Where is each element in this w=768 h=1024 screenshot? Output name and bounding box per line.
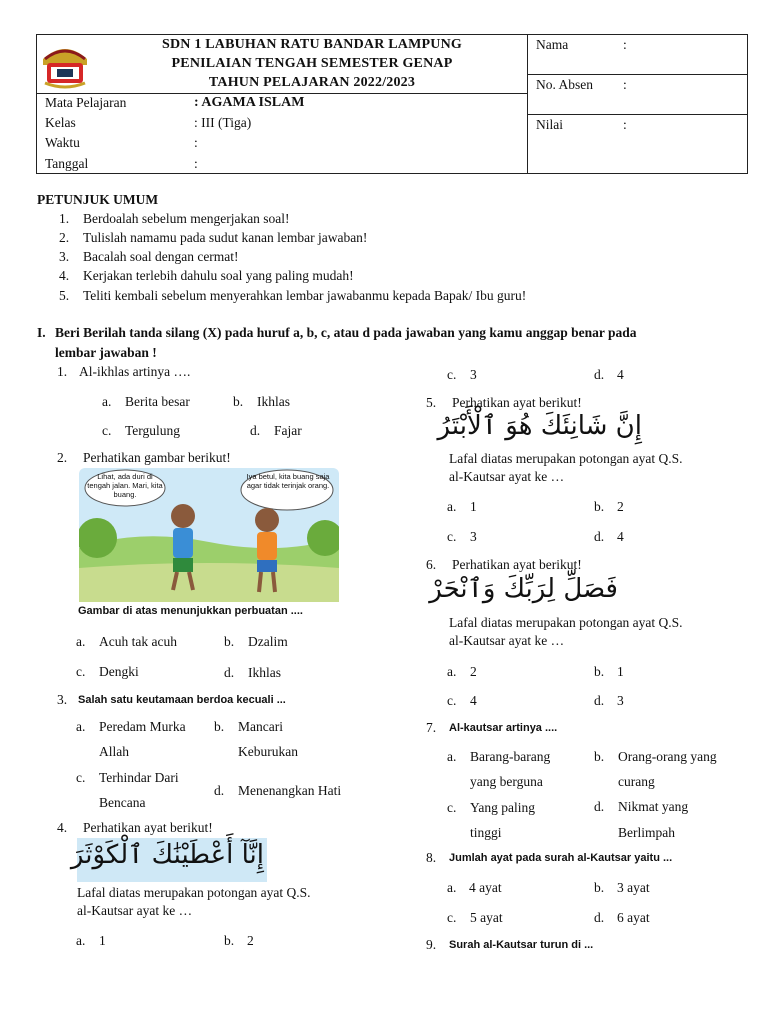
- q3-question: Salah satu keutamaan berdoa kecuali ...: [78, 694, 286, 706]
- q6-option-c[interactable]: 4: [470, 693, 477, 708]
- petunjuk-title: PETUNJUK UMUM: [37, 192, 159, 207]
- option-letter: d.: [594, 529, 605, 544]
- option-letter: c.: [76, 664, 86, 679]
- option-letter: b.: [233, 394, 244, 409]
- q3-option-a-line1[interactable]: Peredam Murka: [99, 719, 186, 734]
- q7-option-d-line1[interactable]: Nikmat yang: [618, 799, 689, 814]
- q9-question: Surah al-Kautsar turun di ...: [449, 939, 594, 951]
- absen-label: No. Absen: [536, 77, 593, 92]
- q7-option-c-line1[interactable]: Yang paling: [470, 800, 536, 815]
- q7-option-d-line2[interactable]: Berlimpah: [618, 825, 675, 840]
- q4-option-d[interactable]: 4: [617, 367, 624, 382]
- option-letter: a.: [447, 664, 457, 679]
- q6-question: Perhatikan ayat berikut!: [452, 557, 582, 572]
- q2-option-b[interactable]: Dzalim: [248, 634, 288, 649]
- q4-text-1: Lafal diatas merupakan potongan ayat Q.S.: [77, 885, 311, 900]
- q1-question: Al-ikhlas artinya ….: [79, 364, 191, 379]
- q1-option-b[interactable]: Ikhlas: [257, 394, 290, 409]
- option-letter: b.: [594, 880, 605, 895]
- nilai-label: Nilai: [536, 117, 563, 132]
- name-field[interactable]: :: [623, 37, 627, 52]
- option-letter: b.: [214, 719, 225, 734]
- q5-option-b[interactable]: 2: [617, 499, 624, 514]
- option-letter: c.: [447, 529, 457, 544]
- option-letter: c.: [447, 910, 457, 925]
- q4-option-b[interactable]: 2: [247, 933, 254, 948]
- petunjuk-item: Tulislah namamu pada sudut kanan lembar jawaban!: [83, 230, 368, 245]
- field-value-date: :: [194, 156, 198, 171]
- option-letter: d.: [250, 423, 261, 438]
- q5-text-1: Lafal diatas merupakan potongan ayat Q.S.: [449, 451, 683, 466]
- school-name: SDN 1 LABUHAN RATU BANDAR LAMPUNG: [162, 37, 462, 52]
- q4-option-a[interactable]: 1: [99, 933, 106, 948]
- q6-ayat: فَصَلِّ لِرَبِّكَ وَٱنْحَرْ: [429, 574, 618, 604]
- option-letter: a.: [76, 933, 86, 948]
- q4-ayat: إِنَّآ أَعْطَيْنَٰكَ ٱلْكَوْثَرَ: [70, 840, 264, 870]
- q7-option-a-line1[interactable]: Barang-barang: [470, 749, 551, 764]
- nilai-field[interactable]: :: [623, 117, 627, 132]
- q5-option-c[interactable]: 3: [470, 529, 477, 544]
- q3-option-c-line2[interactable]: Bencana: [99, 795, 146, 810]
- option-letter: b.: [224, 933, 235, 948]
- option-letter: d.: [594, 910, 605, 925]
- option-letter: a.: [447, 499, 457, 514]
- q8-number: 8.: [426, 850, 437, 865]
- option-letter: b.: [594, 749, 605, 764]
- petunjuk-num: 2.: [59, 230, 70, 245]
- q2-option-c[interactable]: Dengki: [99, 664, 139, 679]
- field-label-date: Tanggal: [45, 156, 89, 171]
- q4-text-2: al-Kautsar ayat ke …: [77, 903, 193, 918]
- q2-bubble-2: Iya betul, kita buang saja agar tidak terinjak orang.: [246, 472, 330, 490]
- q7-option-a-line2[interactable]: yang berguna: [470, 774, 543, 789]
- q7-option-c-line2[interactable]: tinggi: [470, 825, 502, 840]
- q8-option-c[interactable]: 5 ayat: [470, 910, 503, 925]
- q7-option-b-line1[interactable]: Orang-orang yang: [618, 749, 717, 764]
- section-instruction-2: lembar jawaban !: [55, 345, 157, 360]
- q6-text-1: Lafal diatas merupakan potongan ayat Q.S.: [449, 615, 683, 630]
- petunjuk-item: Kerjakan terlebih dahulu soal yang paling mudah!: [83, 268, 354, 283]
- q4-number: 4.: [57, 820, 68, 835]
- q6-text-2: al-Kautsar ayat ke …: [449, 633, 565, 648]
- q3-number: 3.: [57, 692, 68, 707]
- option-letter: a.: [447, 880, 457, 895]
- q2-bubble-1: Lihat, ada duri di tengah jalan. Mari, kita buang.: [87, 472, 163, 499]
- q8-option-d[interactable]: 6 ayat: [617, 910, 650, 925]
- option-letter: a.: [76, 719, 86, 734]
- q8-question: Jumlah ayat pada surah al-Kautsar yaitu ...: [449, 852, 673, 864]
- school-year: TAHUN PELAJARAN 2022/2023: [208, 75, 416, 90]
- option-letter: c.: [447, 367, 457, 382]
- q3-option-a-line2[interactable]: Allah: [99, 744, 129, 759]
- option-letter: d.: [594, 799, 605, 814]
- q3-option-b-line2[interactable]: Keburukan: [238, 744, 298, 759]
- option-letter: b.: [224, 634, 235, 649]
- q7-option-b-line2[interactable]: curang: [618, 774, 655, 789]
- q3-option-c-line1[interactable]: Terhindar Dari: [99, 770, 179, 785]
- q7-question: Al-kautsar artinya ....: [449, 722, 558, 734]
- exam-title: PENILAIAN TENGAH SEMESTER GENAP: [171, 56, 453, 71]
- petunjuk-item: Teliti kembali sebelum menyerahkan lembar jawabanmu kepada Bapak/ Ibu guru!: [83, 288, 527, 303]
- q4-question: Perhatikan ayat berikut!: [83, 820, 213, 835]
- field-label-subject: Mata Pelajaran: [45, 95, 127, 110]
- q3-option-d[interactable]: Menenangkan Hati: [238, 783, 342, 798]
- q2-caption: Gambar di atas menunjukkan perbuatan ....: [78, 605, 303, 617]
- petunjuk-num: 5.: [59, 288, 70, 303]
- school-logo: [39, 39, 91, 89]
- option-letter: a.: [76, 634, 86, 649]
- name-label: Nama: [536, 37, 569, 52]
- option-letter: c.: [102, 423, 112, 438]
- field-value-class: : III (Tiga): [194, 115, 252, 130]
- option-letter: a.: [447, 749, 457, 764]
- q1-option-d[interactable]: Fajar: [274, 423, 302, 438]
- option-letter: d.: [214, 783, 225, 798]
- q6-number: 6.: [426, 557, 437, 572]
- field-label-time: Waktu: [45, 135, 80, 150]
- q9-number: 9.: [426, 937, 437, 952]
- option-letter: a.: [102, 394, 112, 409]
- option-letter: d.: [594, 367, 605, 382]
- option-letter: c.: [447, 693, 457, 708]
- option-letter: b.: [594, 664, 605, 679]
- q8-option-a[interactable]: 4 ayat: [469, 880, 502, 895]
- q7-number: 7.: [426, 720, 437, 735]
- option-letter: c.: [76, 770, 86, 785]
- q5-option-a[interactable]: 1: [470, 499, 477, 514]
- option-letter: c.: [447, 800, 457, 815]
- q3-option-b-line1[interactable]: Mancari: [238, 719, 283, 734]
- section-instruction: Beri Berilah tanda silang (X) pada huruf a, b, c, atau d pada jawaban yang kamu anggap benar pada: [55, 325, 637, 340]
- petunjuk-item: Bacalah soal dengan cermat!: [83, 249, 239, 264]
- petunjuk-num: 3.: [59, 249, 70, 264]
- q2-question: Perhatikan gambar berikut!: [83, 450, 231, 465]
- q2-option-a[interactable]: Acuh tak acuh: [99, 634, 177, 649]
- absen-field[interactable]: :: [623, 77, 627, 92]
- q6-option-d[interactable]: 3: [617, 693, 624, 708]
- field-value-subject: : AGAMA ISLAM: [194, 95, 305, 110]
- q5-ayat: إِنَّ شَانِئَكَ هُوَ ٱلْأَبْتَرُ: [437, 411, 642, 441]
- q2-number: 2.: [57, 450, 68, 465]
- q1-option-c[interactable]: Tergulung: [125, 423, 181, 438]
- q1-option-a[interactable]: Berita besar: [125, 394, 190, 409]
- petunjuk-item: Berdoalah sebelum mengerjakan soal!: [83, 211, 290, 226]
- header-table: [36, 34, 748, 174]
- q5-question: Perhatikan ayat berikut!: [452, 395, 582, 410]
- field-label-class: Kelas: [45, 115, 76, 130]
- q6-option-b[interactable]: 1: [617, 664, 624, 679]
- q5-option-d[interactable]: 4: [617, 529, 624, 544]
- q1-number: 1.: [57, 364, 68, 379]
- field-value-time: :: [194, 135, 198, 150]
- q5-text-2: al-Kautsar ayat ke …: [449, 469, 565, 484]
- q6-option-a[interactable]: 2: [470, 664, 477, 679]
- q4-option-c[interactable]: 3: [470, 367, 477, 382]
- petunjuk-num: 4.: [59, 268, 70, 283]
- q8-option-b[interactable]: 3 ayat: [617, 880, 650, 895]
- option-letter: d.: [594, 693, 605, 708]
- petunjuk-num: 1.: [59, 211, 70, 226]
- option-letter: d.: [224, 665, 235, 680]
- section-roman: I.: [37, 325, 46, 340]
- q5-number: 5.: [426, 395, 437, 410]
- option-letter: b.: [594, 499, 605, 514]
- q2-option-d[interactable]: Ikhlas: [248, 665, 281, 680]
